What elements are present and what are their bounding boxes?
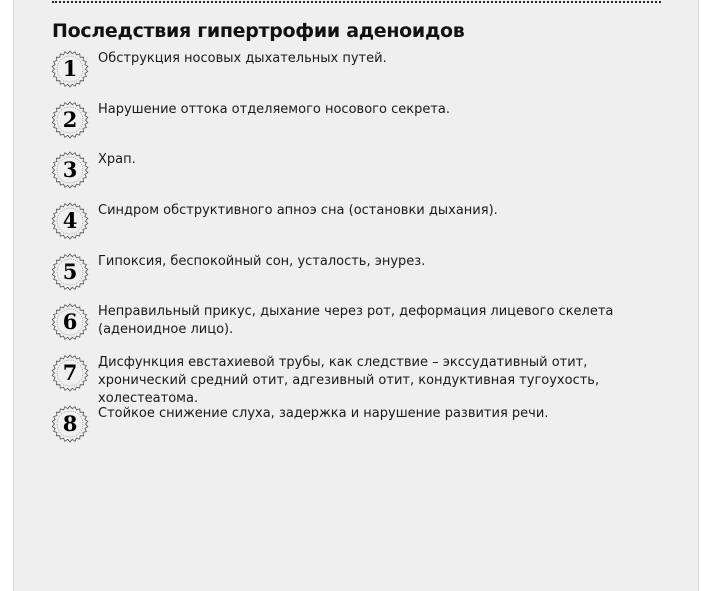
- item-number: 3: [62, 157, 78, 183]
- list-item: [51, 354, 671, 405]
- item-number: 7: [62, 360, 78, 386]
- numbered-seal-icon: [51, 101, 89, 139]
- section-title: Последствия гипертрофии аденоидов: [52, 20, 465, 42]
- numbered-seal-icon: [51, 253, 89, 291]
- list-item: [51, 253, 671, 304]
- list-item: [51, 202, 671, 253]
- list-item: [51, 303, 671, 354]
- item-text: Обструкция носовых дыхательных путей.: [98, 51, 387, 66]
- item-text: Нарушение оттока отделяемого носового секрета.: [98, 101, 450, 117]
- item-number: 2: [62, 106, 78, 132]
- item-number: 8: [62, 410, 78, 436]
- item-number: 4: [62, 208, 78, 234]
- list-item: [51, 101, 671, 152]
- list-item: [51, 50, 671, 101]
- list-item: [51, 151, 671, 202]
- item-number: 5: [62, 258, 78, 284]
- numbered-seal-icon: [51, 303, 89, 341]
- item-text: Гипоксия, беспокойный сон, усталость, энурез.: [98, 253, 426, 269]
- document-page: [13, 0, 699, 591]
- list-item: [51, 405, 671, 456]
- numbered-seal-icon: [51, 151, 89, 189]
- item-text: Неправильный прикус, дыхание через рот, деформация лицевого скелета (аденоидное лицо).: [98, 304, 614, 338]
- consequences-list: [51, 50, 671, 456]
- item-text: Храп.: [98, 152, 136, 168]
- item-text: Дисфункция евстахиевой трубы, как следствие – экссудативный отит, хронический средний отит, адгезивный отит, кондуктивная тугоухость, холестеатома.: [98, 355, 600, 407]
- item-text: Стойкое снижение слуха, задержка и нарушение развития речи.: [98, 405, 549, 421]
- dotted-divider: [52, 1, 661, 3]
- numbered-seal-icon: [51, 354, 89, 392]
- item-text: Синдром обструктивного апноэ сна (остановки дыхания).: [98, 203, 498, 219]
- item-number: 1: [62, 56, 78, 81]
- numbered-seal-icon: [51, 50, 89, 88]
- numbered-seal-icon: [51, 202, 89, 240]
- numbered-seal-icon: [51, 405, 89, 443]
- item-number: 6: [62, 309, 78, 335]
